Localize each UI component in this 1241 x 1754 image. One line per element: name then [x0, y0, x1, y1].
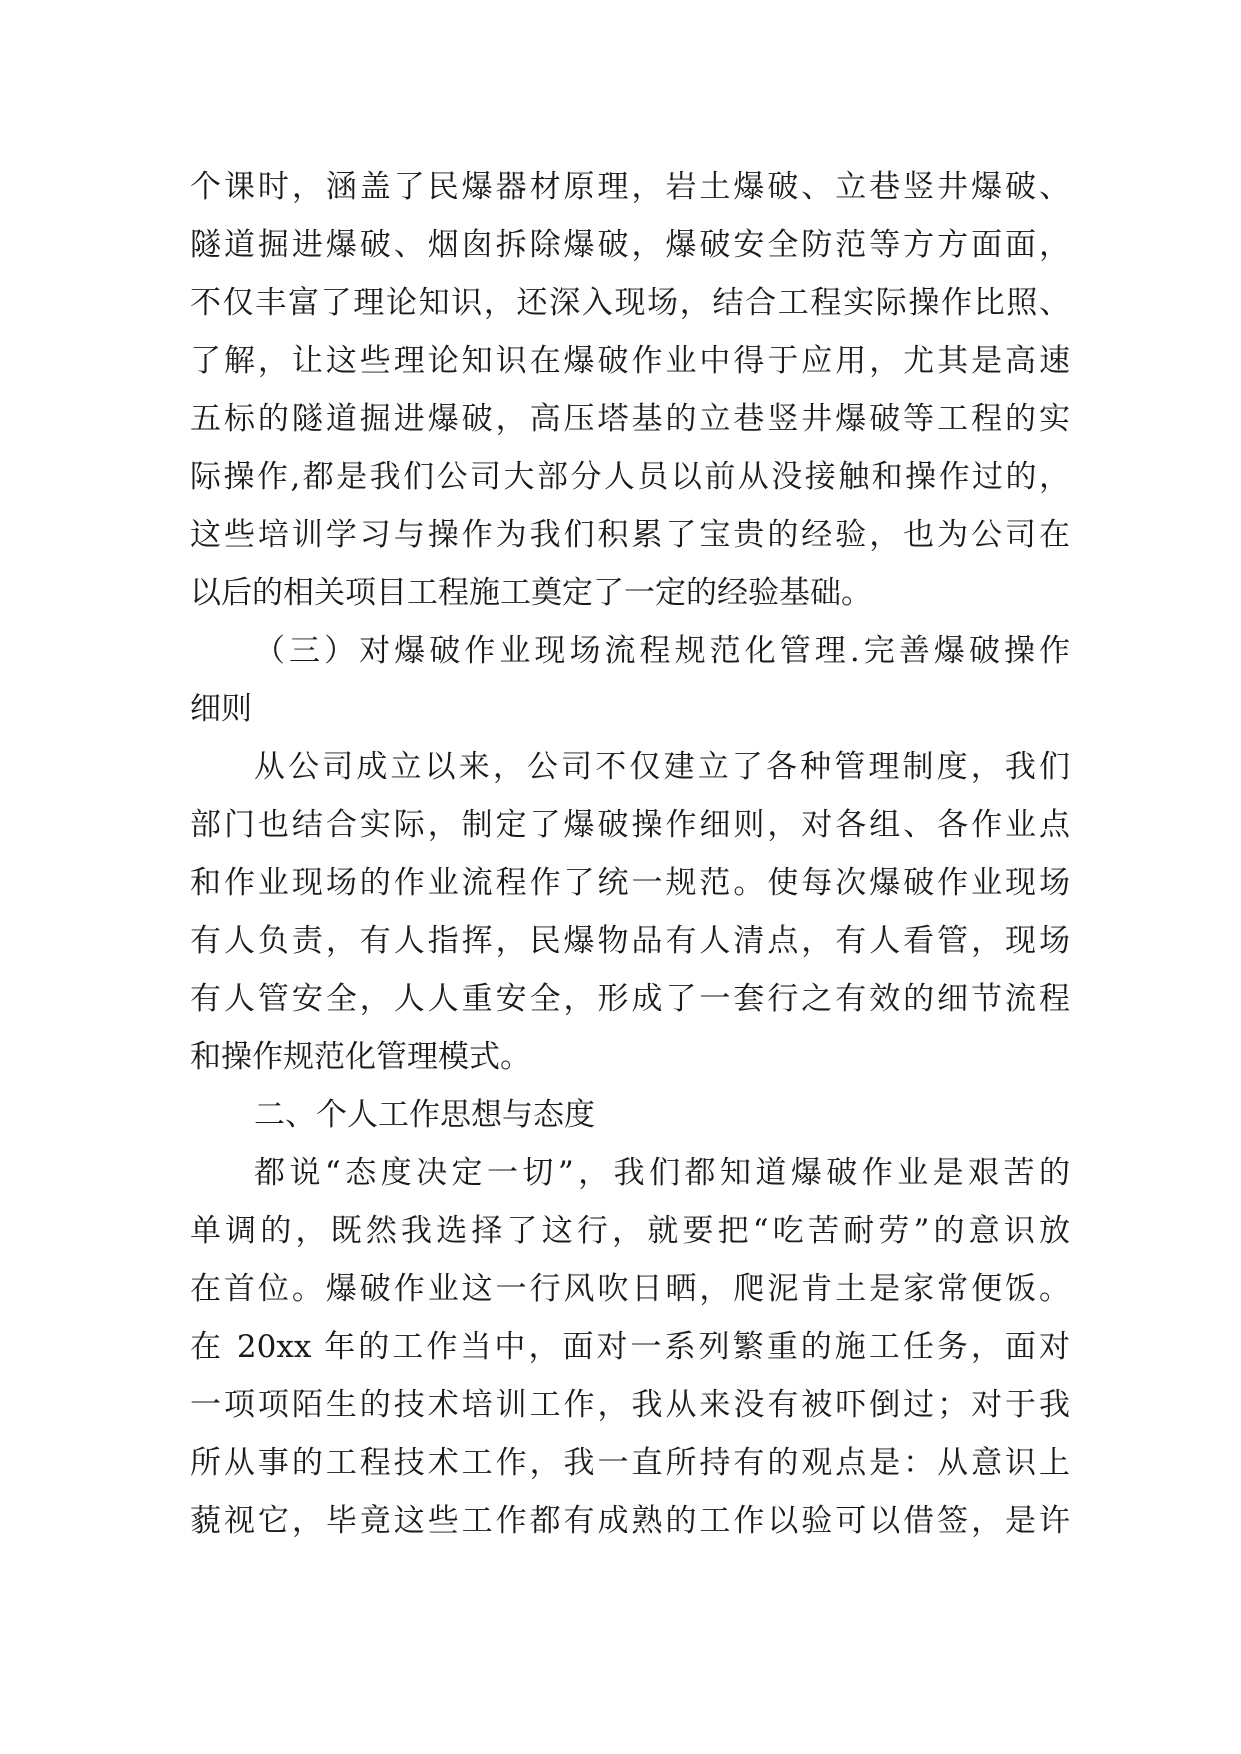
text-line: 从公司成立以来，公司不仅建立了各种管理制度，我们 [254, 749, 1070, 785]
text-line: 了解，让这些理论知识在爆破作业中得于应用，尤其是高速 [190, 343, 1070, 379]
section-heading: （三）对爆破作业现场流程规范化管理.完善爆破操作 [254, 633, 1070, 669]
text-line: 不仅丰富了理论知识，还深入现场，结合工程实际操作比照、 [190, 285, 1070, 321]
text-line: 和操作规范化管理模式。 [190, 1039, 531, 1075]
text-line: 个课时，涵盖了民爆器材原理，岩土爆破、立巷竖井爆破、 [190, 169, 1070, 205]
text-line: 际操作,都是我们公司大部分人员以前从没接触和操作过的， [190, 459, 1070, 495]
text-line: 部门也结合实际，制定了爆破操作细则，对各组、各作业点 [190, 807, 1070, 843]
text-line: 藐视它，毕竟这些工作都有成熟的工作以验可以借签，是许 [190, 1503, 1070, 1539]
text-line: 所从事的工程技术工作，我一直所持有的观点是：从意识上 [190, 1445, 1070, 1481]
text-line: 五标的隧道掘进爆破，高压塔基的立巷竖井爆破等工程的实 [190, 401, 1070, 437]
text-line: 有人负责，有人指挥，民爆物品有人清点，有人看管，现场 [190, 923, 1070, 959]
text-line: 单调的，既然我选择了这行，就要把“吃苦耐劳”的意识放 [190, 1213, 1070, 1249]
section-heading: 二、个人工作思想与态度 [254, 1097, 595, 1133]
text-line: 这些培训学习与操作为我们积累了宝贵的经验，也为公司在 [190, 517, 1070, 553]
text-line: 一项项陌生的技术培训工作，我从来没有被吓倒过；对于我 [190, 1387, 1070, 1423]
text-line: 以后的相关项目工程施工奠定了一定的经验基础。 [190, 575, 872, 611]
section-heading-continued: 细则 [190, 691, 252, 727]
text-line: 在首位。爆破作业这一行风吹日晒，爬泥肯土是家常便饭。 [190, 1271, 1070, 1307]
text-line: 有人管安全，人人重安全，形成了一套行之有效的细节流程 [190, 981, 1070, 1017]
text-line: 隧道掘进爆破、烟囱拆除爆破，爆破安全防范等方方面面， [190, 227, 1070, 263]
text-line: 都说“态度决定一切”，我们都知道爆破作业是艰苦的 [254, 1155, 1070, 1191]
body-text [190, 158, 1070, 1550]
text-line: 和作业现场的作业流程作了统一规范。使每次爆破作业现场 [190, 865, 1070, 901]
text-line: 在 20xx 年的工作当中，面对一系列繁重的施工任务，面对 [190, 1329, 1070, 1365]
